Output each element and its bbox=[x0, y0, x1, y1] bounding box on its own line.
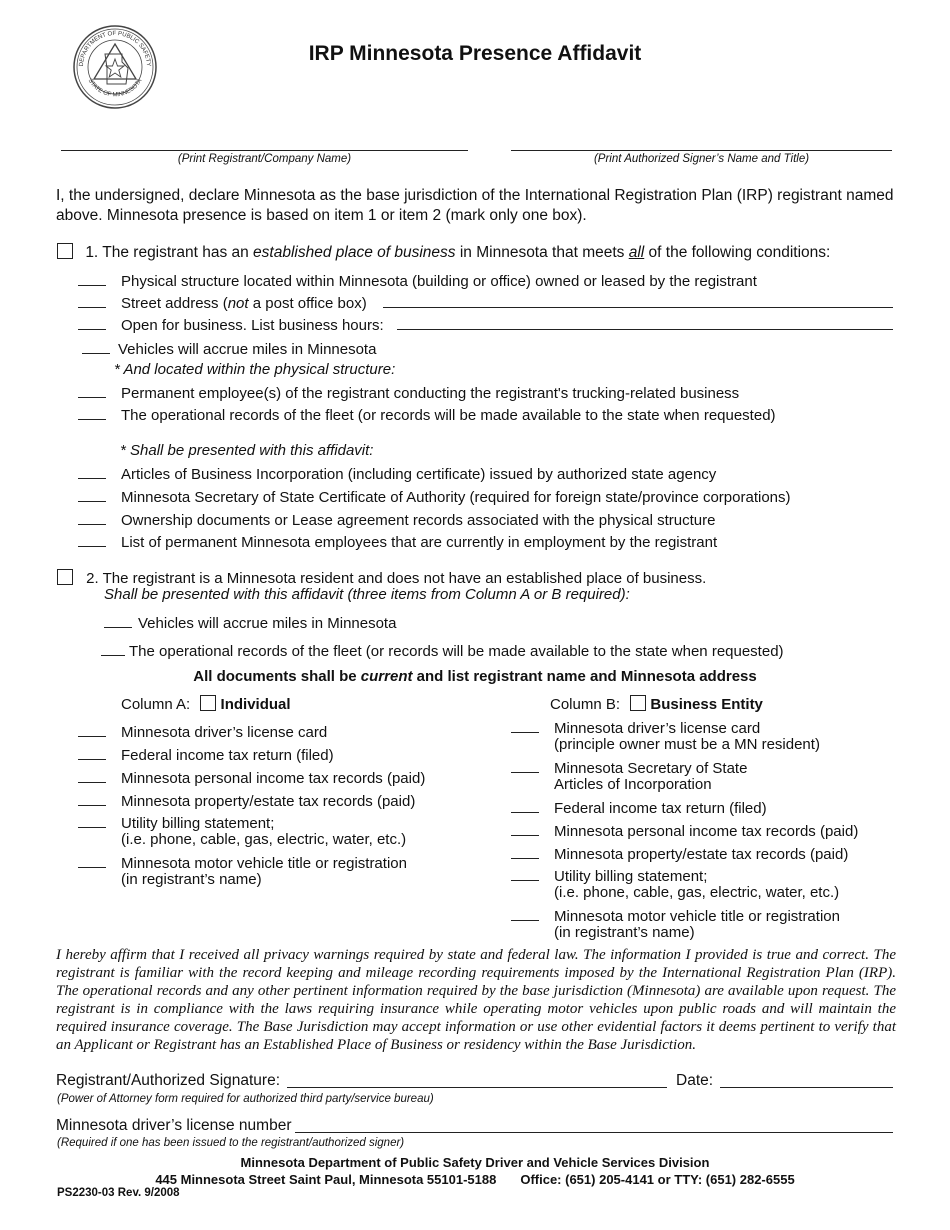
physical-structure-blank[interactable] bbox=[78, 271, 106, 286]
registrant-name-field[interactable] bbox=[61, 150, 468, 151]
signature-note: (Power of Attorney form required for authorized third party/service bureau) bbox=[57, 1093, 434, 1105]
vehicle-miles-item: Vehicles will accrue miles in Minnesota bbox=[82, 339, 376, 358]
column-a-item: Minnesota property/estate tax records (paid) bbox=[78, 791, 415, 810]
seal-bottom-text: STATE OF MINNESOTA bbox=[86, 77, 144, 99]
certificate-item: Minnesota Secretary of State Certificate of Authority (required for foreign state/province corporations) bbox=[78, 487, 791, 506]
street-address-blank[interactable] bbox=[78, 293, 106, 308]
item2-records-item: The operational records of the fleet (or records will be made available to the state when requested) bbox=[101, 641, 784, 660]
column-a-header: Column A: Individual bbox=[121, 696, 291, 713]
date-label: Date: bbox=[676, 1072, 714, 1089]
column-a-item: Minnesota personal income tax records (paid) bbox=[78, 768, 425, 787]
intro-paragraph: I, the undersigned, declare Minnesota as the base jurisdiction of the International Registration Plan (IRP) registrant named above. Minnesota presence is based on item 1 or item 2 (mark only one box). bbox=[56, 187, 894, 224]
street-address-item: Street address (not a post office box) bbox=[78, 293, 367, 312]
column-a-blank[interactable] bbox=[78, 768, 106, 783]
column-a-blank[interactable] bbox=[78, 853, 106, 868]
column-b-item-detail: (in registrant’s name) bbox=[554, 924, 695, 941]
affirmation-paragraph: I hereby affirm that I received all privacy warnings required by state and federal law. The information I provided is true and correct. The registrant is familiar with the record keeping and mileage recording requirements imposed by the International Registration Plan (IRP). The operational records and any other pertinent information required by the base jurisdiction (Minnesota) are available upon request. The registrant is in compliance with the laws requiring insurance while operating motor vehicles upon public roads and will maintain the required insurance coverage. The Base Jurisdiction may accept information or use other evidential factors it deems pertinent to verify that an Applicant or Registrant has an Established Place of Business or residency within the Base Jurisdiction. bbox=[56, 947, 896, 1053]
signature-field[interactable] bbox=[287, 1073, 667, 1088]
column-b-header: Column B: Business Entity bbox=[550, 696, 763, 713]
presented-note: * Shall be presented with this affidavit: bbox=[120, 442, 374, 459]
ownership-blank[interactable] bbox=[78, 510, 106, 525]
state-seal-icon bbox=[72, 24, 158, 110]
located-note: * And located within the physical structure: bbox=[114, 361, 396, 378]
signature-label: Registrant/Authorized Signature: bbox=[56, 1072, 281, 1089]
street-address-field[interactable] bbox=[383, 293, 893, 308]
column-a-blank[interactable] bbox=[78, 722, 106, 737]
column-b-item: Minnesota personal income tax records (paid) bbox=[511, 821, 858, 840]
column-b-blank[interactable] bbox=[511, 758, 539, 773]
license-label: Minnesota driver’s license number bbox=[56, 1117, 292, 1134]
employee-list-item: List of permanent Minnesota employees that are currently in employment by the registrant bbox=[78, 532, 717, 551]
column-b-blank[interactable] bbox=[511, 821, 539, 836]
operational-records-blank[interactable] bbox=[78, 405, 106, 420]
documents-heading: All documents shall be current and list registrant name and Minnesota address bbox=[193, 668, 757, 685]
vehicle-miles-blank[interactable] bbox=[82, 339, 110, 354]
column-b-blank[interactable] bbox=[511, 844, 539, 859]
permanent-employees-blank[interactable] bbox=[78, 383, 106, 398]
column-a-item: Minnesota driver’s license card bbox=[78, 722, 327, 741]
certificate-blank[interactable] bbox=[78, 487, 106, 502]
column-a-blank[interactable] bbox=[78, 791, 106, 806]
license-note: (Required if one has been issued to the registrant/authorized signer) bbox=[57, 1137, 405, 1149]
business-hours-field[interactable] bbox=[397, 315, 893, 330]
column-b-item-detail: (i.e. phone, cable, gas, electric, water, etc.) bbox=[554, 884, 840, 901]
column-b-item: Minnesota property/estate tax records (paid) bbox=[511, 844, 848, 863]
footer-department: Minnesota Department of Public Safety Driver and Vehicle Services Division bbox=[240, 1155, 710, 1170]
item1-option: 1. The registrant has an established place of business in Minnesota that meets all of the following conditions: bbox=[57, 243, 830, 262]
item2-vehicle-miles-item: Vehicles will accrue miles in Minnesota bbox=[104, 613, 396, 632]
column-b-blank[interactable] bbox=[511, 798, 539, 813]
column-a-checkbox[interactable] bbox=[200, 695, 216, 711]
business-hours-item: Open for business. List business hours: bbox=[78, 315, 384, 334]
column-b-blank[interactable] bbox=[511, 718, 539, 733]
column-a-item: Utility billing statement; bbox=[78, 813, 274, 832]
column-a-blank[interactable] bbox=[78, 745, 106, 760]
operational-records-item: The operational records of the fleet (or records will be made available to the state when requested) bbox=[78, 405, 776, 424]
column-b-item: Utility billing statement; bbox=[511, 866, 707, 885]
column-b-checkbox[interactable] bbox=[630, 695, 646, 711]
column-b-item: Federal income tax return (filed) bbox=[511, 798, 767, 817]
articles-blank[interactable] bbox=[78, 464, 106, 479]
item2-option: 2. The registrant is a Minnesota resident and does not have an established place of business. bbox=[57, 569, 706, 587]
column-b-item: Minnesota motor vehicle title or registration bbox=[511, 906, 840, 925]
date-field[interactable] bbox=[720, 1073, 893, 1088]
ownership-item: Ownership documents or Lease agreement records associated with the physical structure bbox=[78, 510, 715, 529]
item1-checkbox[interactable] bbox=[57, 243, 73, 259]
column-b-item-detail: Articles of Incorporation bbox=[554, 776, 712, 793]
item2-vehicle-miles-blank[interactable] bbox=[104, 613, 132, 628]
column-a-item: Minnesota motor vehicle title or registration bbox=[78, 853, 407, 872]
permanent-employees-item: Permanent employee(s) of the registrant conducting the registrant's trucking-related business bbox=[78, 383, 739, 402]
item2-records-blank[interactable] bbox=[101, 641, 125, 656]
column-b-item-detail: (principle owner must be a MN resident) bbox=[554, 736, 820, 753]
physical-structure-item: Physical structure located within Minnesota (building or office) owned or leased by the registrant bbox=[78, 271, 757, 290]
column-b-blank[interactable] bbox=[511, 906, 539, 921]
articles-item: Articles of Business Incorporation (including certificate) issued by authorized state agency bbox=[78, 464, 716, 483]
column-b-item: Minnesota driver’s license card bbox=[511, 718, 760, 737]
item2-checkbox[interactable] bbox=[57, 569, 73, 585]
column-a-item: Federal income tax return (filed) bbox=[78, 745, 334, 764]
item2-note: Shall be presented with this affidavit (three items from Column A or B required): bbox=[104, 586, 630, 603]
signer-name-caption: (Print Authorized Signer’s Name and Title) bbox=[593, 153, 810, 165]
signer-name-field[interactable] bbox=[511, 150, 892, 151]
license-number-field[interactable] bbox=[295, 1118, 893, 1133]
column-b-blank[interactable] bbox=[511, 866, 539, 881]
registrant-name-caption: (Print Registrant/Company Name) bbox=[177, 153, 352, 165]
business-hours-blank[interactable] bbox=[78, 315, 106, 330]
footer-contact: 445 Minnesota Street Saint Paul, Minnesota 55101-5188 Office: (651) 205-4141 or TTY: (651) 282-6555 bbox=[155, 1172, 795, 1187]
svg-text:STATE OF MINNESOTA bbox=[87, 78, 144, 98]
seal-top-text: DEPARTMENT OF PUBLIC SAFETY bbox=[78, 30, 152, 67]
column-a-item-detail: (in registrant’s name) bbox=[121, 871, 262, 888]
column-b-item: Minnesota Secretary of State bbox=[511, 758, 747, 777]
column-a-item-detail: (i.e. phone, cable, gas, electric, water, etc.) bbox=[121, 831, 407, 848]
column-a-blank[interactable] bbox=[78, 813, 106, 828]
page-title: IRP Minnesota Presence Affidavit bbox=[308, 42, 642, 65]
employee-list-blank[interactable] bbox=[78, 532, 106, 547]
form-number: PS2230-03 Rev. 9/2008 bbox=[57, 1187, 180, 1199]
